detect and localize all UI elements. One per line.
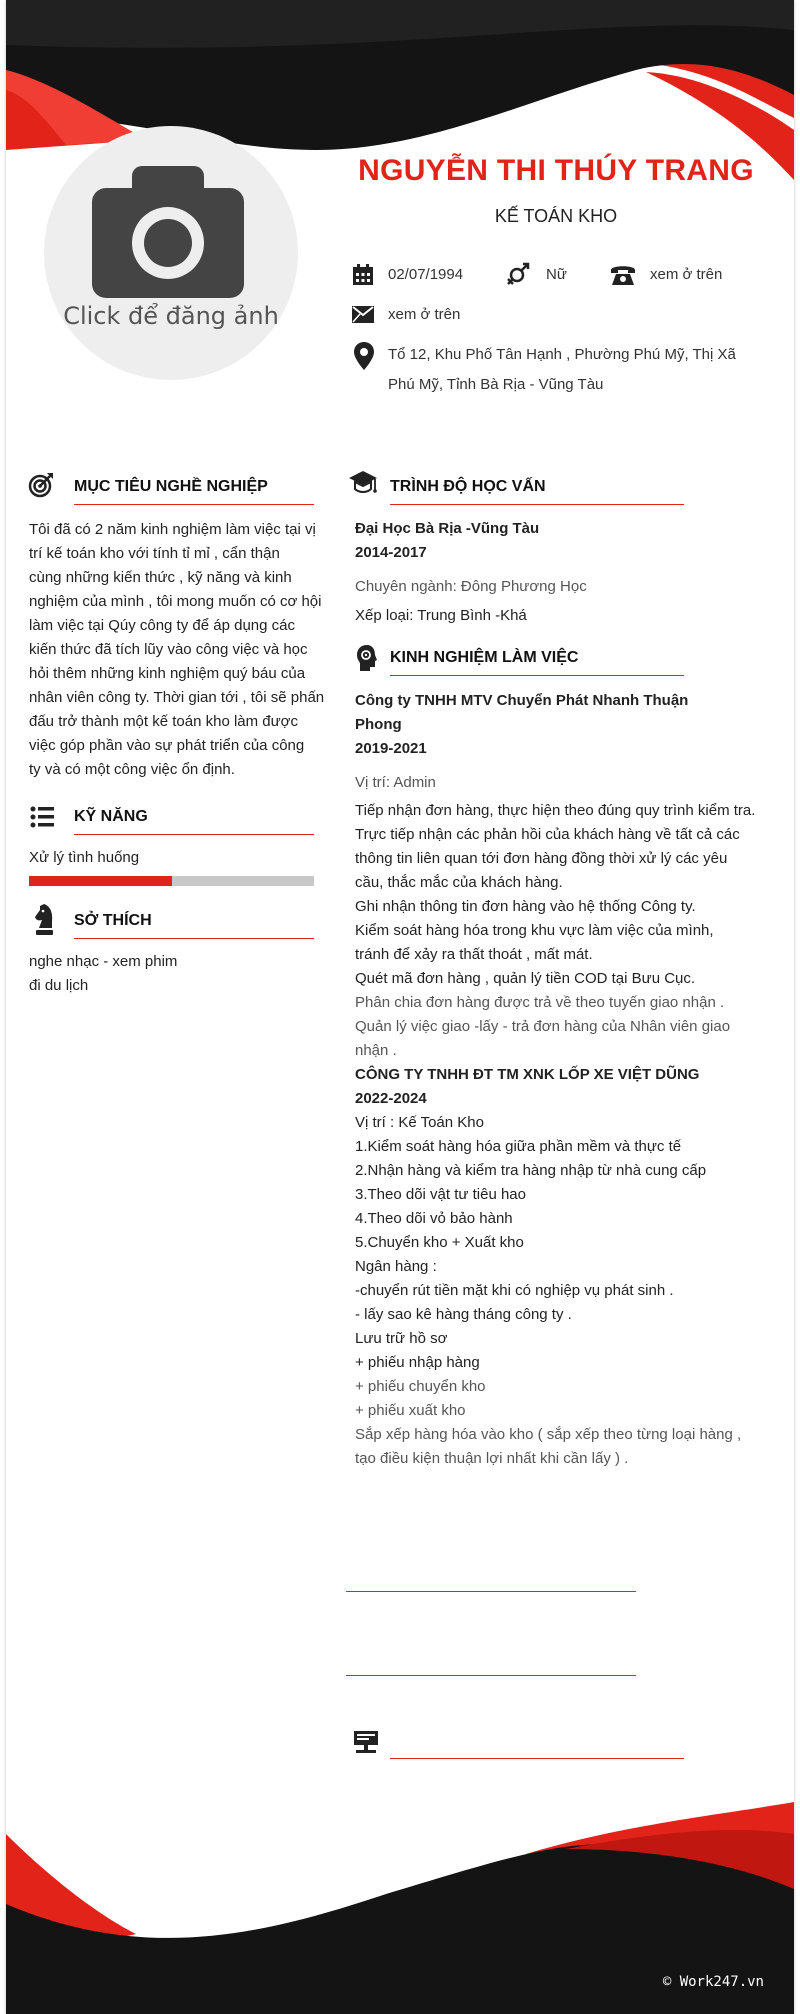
camera-icon: [92, 166, 244, 298]
job1-duties: [355, 799, 775, 1063]
duty-line: - lấy sao kê hàng tháng công ty .: [355, 1306, 572, 1323]
education-major: Chuyên ngành: Đông Phương Học: [355, 578, 587, 595]
objective-line: kiến thức đã tích lũy vào công việc và học: [29, 641, 308, 658]
hobby-item: đi du lịch: [29, 977, 89, 994]
education-divider: [390, 504, 684, 505]
gender: Nữ: [546, 266, 567, 283]
location-icon: [354, 342, 374, 370]
job2-years: 2022-2024: [355, 1090, 427, 1107]
graduation-cap-icon: [348, 470, 378, 496]
duty-line: + phiếu nhập hàng: [355, 1354, 480, 1371]
target-icon: [28, 472, 54, 498]
duty-line: thông tin liên quan tới đơn hàng đồng thời xử lý các yêu: [355, 850, 728, 867]
duty-line: Trực tiếp nhận các phản hồi của khách hàng về tất cả các: [355, 826, 740, 843]
duty-line: 2.Nhận hàng và kiểm tra hàng nhập từ nhà cung cấp: [355, 1162, 707, 1179]
duty-line: -chuyển rút tiền mặt khi có nghiệp vụ phát sinh .: [355, 1282, 674, 1299]
duty-line: Ghi nhận thông tin đơn hàng vào hệ thống Công ty.: [355, 898, 696, 915]
objective-line: việc góp phần vào sự phát triển của công: [29, 737, 305, 754]
experience-title: KINH NGHIỆM LÀM VIỆC: [390, 649, 579, 666]
objective-line: Tôi đã có 2 năm kinh nghiệm làm việc tại vị: [29, 521, 316, 538]
duty-line: tạo điều kiện thuận lợi nhất khi cần lấy ) .: [355, 1450, 629, 1467]
duty-line: Quản lý việc giao -lấy - trả đơn hàng của Nhân viên giao: [355, 1018, 731, 1035]
job1-position: Vị trí: Admin: [355, 774, 436, 791]
duty-line: Tiếp nhận đơn hàng, thực hiện theo đúng quy trình kiểm tra.: [355, 802, 756, 819]
job1-company-line1: Công ty TNHH MTV Chuyển Phát Nhanh Thuận: [355, 692, 689, 709]
date-of-birth: 02/07/1994: [388, 266, 464, 283]
chess-knight-icon: [34, 904, 54, 936]
objective-line: làm việc tại Qúy công ty để áp dụng các: [29, 617, 295, 634]
skill-level-fill: [29, 876, 172, 886]
job1-years: 2019-2021: [355, 740, 427, 757]
duty-line: nhận .: [355, 1042, 397, 1059]
empty-section-divider: [346, 1591, 636, 1592]
duty-line: Kiểm soát hàng hóa trong khu vực làm việc của mình,: [355, 922, 714, 939]
duty-line: 4.Theo dõi vỏ bảo hành: [355, 1210, 513, 1227]
email-icon: [352, 306, 374, 323]
duty-line: Lưu trữ hồ sơ: [355, 1330, 448, 1347]
objective-divider: [74, 504, 314, 505]
computer-icon: [354, 1731, 378, 1755]
hobby-item: nghe nhạc - xem phim: [29, 953, 178, 970]
objective-line: nhân viên công ty. Thời gian tới , tôi sẽ phấn: [29, 689, 325, 706]
education-grade: Xếp loại: Trung Bình -Khá: [355, 607, 527, 624]
duty-line: Sắp xếp hàng hóa vào kho ( sắp xếp theo từng loại hàng ,: [355, 1426, 742, 1443]
duty-line: cầu, thắc mắc của khách hàng.: [355, 874, 563, 891]
address-line-2: Phú Mỹ, Tỉnh Bà Rịa - Vũng Tàu: [388, 376, 604, 393]
education-title: TRÌNH ĐỘ HỌC VẤN: [390, 478, 546, 495]
list-icon: [30, 806, 54, 828]
duty-line: Vị trí : Kế Toán Kho: [355, 1114, 484, 1131]
objective-line: ty và có một công việc ổn định.: [29, 761, 235, 778]
candidate-name: NGUYỄN THI THÚY TRANG: [358, 154, 754, 187]
skill-name: Xử lý tình huống: [29, 849, 140, 866]
phone-icon: [610, 264, 636, 286]
calendar-icon: [352, 264, 374, 286]
head-gear-icon: [356, 645, 378, 671]
objective-line: cùng những kiến thức , kỹ năng và kinh: [29, 569, 292, 586]
job-title: KẾ TOÁN KHO: [494, 206, 618, 226]
objective-text: [29, 518, 329, 782]
empty-section-divider: [390, 1758, 684, 1759]
duty-line: Ngân hàng :: [355, 1258, 437, 1275]
job2-duties: [355, 1111, 775, 1471]
objective-line: trí kế toán kho với tính tỉ mỉ , cẩn thận: [29, 545, 280, 562]
experience-divider: [390, 675, 684, 676]
hobbies-list: [29, 950, 177, 998]
skills-divider: [74, 834, 314, 835]
job2-company: CÔNG TY TNHH ĐT TM XNK LỐP XE VIỆT DŨNG: [355, 1066, 700, 1083]
email: xem ở trên: [388, 306, 461, 323]
education-years: 2014-2017: [355, 544, 427, 561]
objective-line: nghiệm của mình , tôi mong muốn có cơ hội: [29, 593, 322, 610]
avatar-label[interactable]: Click để đăng ảnh: [63, 302, 279, 330]
duty-line: tránh để xảy ra thất thoát , mất mát.: [355, 946, 593, 963]
empty-section-divider: [346, 1675, 636, 1676]
duty-line: 3.Theo dõi vật tư tiêu hao: [355, 1186, 526, 1203]
gender-icon: [506, 262, 532, 288]
duty-line: + phiếu xuất kho: [355, 1402, 466, 1419]
address-line-1: Tổ 12, Khu Phố Tân Hạnh , Phường Phú Mỹ, Thị Xã: [388, 346, 736, 363]
duty-line: + phiếu chuyển kho: [355, 1378, 486, 1395]
skill-level-bar: [29, 876, 314, 886]
skills-title: KỸ NĂNG: [74, 808, 148, 825]
cv-page: [6, 0, 794, 2014]
job1-company-line2: Phong: [355, 716, 402, 733]
objective-line: đấu trở thành một kế toán kho làm được: [29, 713, 299, 730]
phone: xem ở trên: [650, 266, 723, 283]
objective-line: hỏi thêm những kinh nghiệm quý báu của: [29, 665, 306, 682]
hobbies-title: SỞ THÍCH: [74, 912, 152, 929]
duty-line: 5.Chuyển kho + Xuất kho: [355, 1234, 524, 1251]
school-name: Đại Học Bà Rịa -Vũng Tàu: [355, 520, 540, 537]
objective-title: MỤC TIÊU NGHỀ NGHIỆP: [74, 478, 268, 495]
footer-credit: © Work247.vn: [662, 1974, 764, 1990]
hobbies-divider: [74, 938, 314, 939]
duty-line: Phân chia đơn hàng được trả về theo tuyến giao nhận .: [355, 994, 725, 1011]
duty-line: Quét mã đơn hàng , quản lý tiền COD tại Bưu Cục.: [355, 970, 696, 987]
duty-line: 1.Kiểm soát hàng hóa giữa phần mềm và thực tế: [355, 1138, 682, 1155]
